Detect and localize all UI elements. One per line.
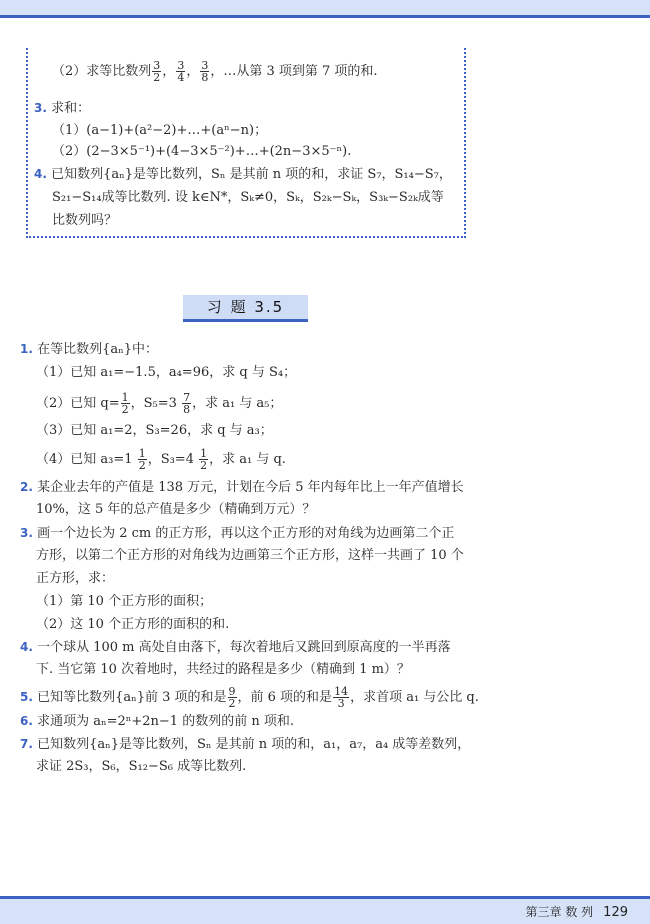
fraction: $\frac{14}{3}$	[334, 685, 349, 710]
exercise-4-line2	[36, 661, 410, 679]
fraction: $\frac{3}{4}$	[177, 59, 185, 84]
exercise-1	[20, 340, 158, 359]
section-title: 习 题 3.5	[183, 295, 308, 322]
item-text: 一个球从 100 m 高处自由落下，每次着地后又跳回到原高度的一半再落	[37, 640, 451, 655]
exercise-3-line2	[36, 547, 464, 565]
part-text: ，求 a₁ 与 q.	[209, 452, 286, 467]
part-text: ，S₃=4	[147, 452, 194, 467]
exercise-1-part4	[36, 448, 286, 471]
part-label: （1）	[36, 594, 71, 609]
part-text: 已知 a₁=2，S₃=26，求 q 与 a₃；	[70, 423, 273, 438]
fraction: $\frac{1}{2}$	[200, 447, 208, 472]
item-number: 3.	[34, 101, 47, 115]
item-number: 1.	[20, 342, 33, 356]
page-footer	[526, 903, 628, 920]
item-text: 10%，这 5 年的总产值是多少（精确到万元）？	[36, 502, 316, 517]
box-item3	[34, 99, 90, 118]
item-text: 已知等比数列{aₙ}前 3 项的和是	[37, 690, 227, 705]
item-number: 2.	[20, 480, 33, 494]
item-text: 下. 当它第 10 次着地时，共经过的路程是多少（精确到 1 m）？	[36, 662, 410, 677]
item-text: 正方形，求：	[36, 571, 115, 586]
item-number: 6.	[20, 714, 33, 728]
item-text: ，前 6 项的和是	[237, 690, 333, 705]
exercise-1-part3	[36, 422, 273, 440]
box-item4-line3	[52, 212, 117, 230]
box-item4	[34, 165, 452, 184]
fraction: $\frac{7}{8}$	[183, 391, 191, 416]
exercise-7	[20, 735, 470, 754]
item-text: 求证 2S₃，S₆，S₁₂−S₆ 成等比数列.	[36, 759, 247, 774]
exercise-3-line3	[36, 570, 114, 588]
item-text: 已知数列{aₙ}是等比数列，Sₙ 是其前 n 项的和，求证 S₇，S₁₄−S₇，	[51, 167, 452, 182]
part-text: ，…从第 3 项到第 7 项的和.	[210, 64, 378, 79]
fraction: $\frac{1}{2}$	[138, 447, 146, 472]
part-label: （2）	[52, 64, 87, 79]
part-label: （2）	[36, 617, 71, 632]
part-text: ，S₅=3	[130, 396, 177, 411]
part-text: 已知 a₁=−1.5，a₄=96，求 q 与 S₄；	[70, 365, 297, 380]
part-text: 这 10 个正方形的面积的和.	[70, 617, 230, 632]
box-item3-part2	[52, 143, 351, 161]
page-number: 129	[603, 905, 628, 920]
item-text: 已知数列{aₙ}是等比数列，Sₙ 是其前 n 项的和，a₁，a₇，a₄ 成等差数列，	[37, 737, 471, 752]
fraction: $\frac{9}{2}$	[228, 685, 236, 710]
item-number: 3.	[20, 526, 33, 540]
part-label: （2）	[36, 396, 71, 411]
box-item3-part1	[52, 122, 267, 140]
exercise-1-part2	[36, 392, 282, 415]
exercise-4	[20, 638, 451, 657]
item-text: 画一个边长为 2 cm 的正方形，再以这个正方形的对角线为边画第二个正	[37, 526, 455, 541]
item-text: 某企业去年的产值是 138 万元，计划在今后 5 年内每年比上一年产值增长	[37, 480, 464, 495]
exercise-3-part1	[36, 593, 212, 611]
part-text: 求等比数列	[86, 64, 152, 79]
part-text: 已知 a₃=1	[70, 452, 133, 467]
part-label: （2）	[52, 144, 87, 159]
part-text: ，求 a₁ 与 a₅；	[192, 396, 283, 411]
item-text: 在等比数列{aₙ}中：	[37, 342, 158, 357]
fraction: $\frac{1}{2}$	[121, 391, 129, 416]
exercise-2-line2	[36, 501, 315, 519]
item-number: 7.	[20, 737, 33, 751]
item-number: 5.	[20, 690, 33, 704]
exercise-6	[20, 712, 294, 731]
item-text: 比数列吗？	[52, 213, 118, 228]
part-text: 已知 q=	[70, 396, 120, 411]
item-text: ，求首项 a₁ 与公比 q.	[350, 690, 479, 705]
exercise-3-part2	[36, 616, 229, 634]
exercise-7-line2	[36, 758, 246, 776]
item-text: S₂₁−S₁₄成等比数列. 设 k∈N*，Sₖ≠0，Sₖ，S₂ₖ−Sₖ，S₃ₖ−S₂ₖ成等	[52, 190, 444, 205]
part-text: 第 10 个正方形的面积；	[70, 594, 213, 609]
exercise-3	[20, 524, 454, 543]
part-label: （1）	[52, 123, 87, 138]
item-text: 求通项为 aₙ=2ⁿ+2n−1 的数列的前 n 项和.	[37, 714, 294, 729]
item-text: 求和：	[51, 101, 91, 116]
box-item4-line2	[52, 189, 444, 207]
item-number: 4.	[20, 640, 33, 654]
item-number: 4.	[34, 167, 47, 181]
item-text: 方形，以第二个正方形的对角线为边画第三个正方形，这样一共画了 10 个	[36, 548, 464, 563]
exercise-2	[20, 478, 464, 497]
math-expression: (a−1)+(a²−2)+…+(aⁿ−n)；	[86, 123, 268, 138]
part-label: （1）	[36, 365, 71, 380]
exercise-5	[20, 686, 479, 709]
top-header-rule	[0, 15, 650, 18]
chapter-label: 第三章 数 列	[525, 905, 594, 919]
exercise-1-part1	[36, 364, 296, 382]
top-header-band	[0, 0, 650, 15]
fraction: $\frac{3}{8}$	[201, 59, 209, 84]
math-expression: (2−3×5⁻¹)+(4−3×5⁻²)+…+(2n−3×5⁻ⁿ).	[86, 144, 352, 159]
part-label: （4）	[36, 452, 71, 467]
fraction: $\frac{3}{2}$	[153, 59, 161, 84]
box-item2-part2: （2）求等比数列 $\frac{3}{2}$ ， $\frac{3}{4}$ ， $\frac{3}{8}$ ，…从第 3 项到第 7 项的和.	[52, 59, 378, 84]
part-label: （3）	[36, 423, 71, 438]
